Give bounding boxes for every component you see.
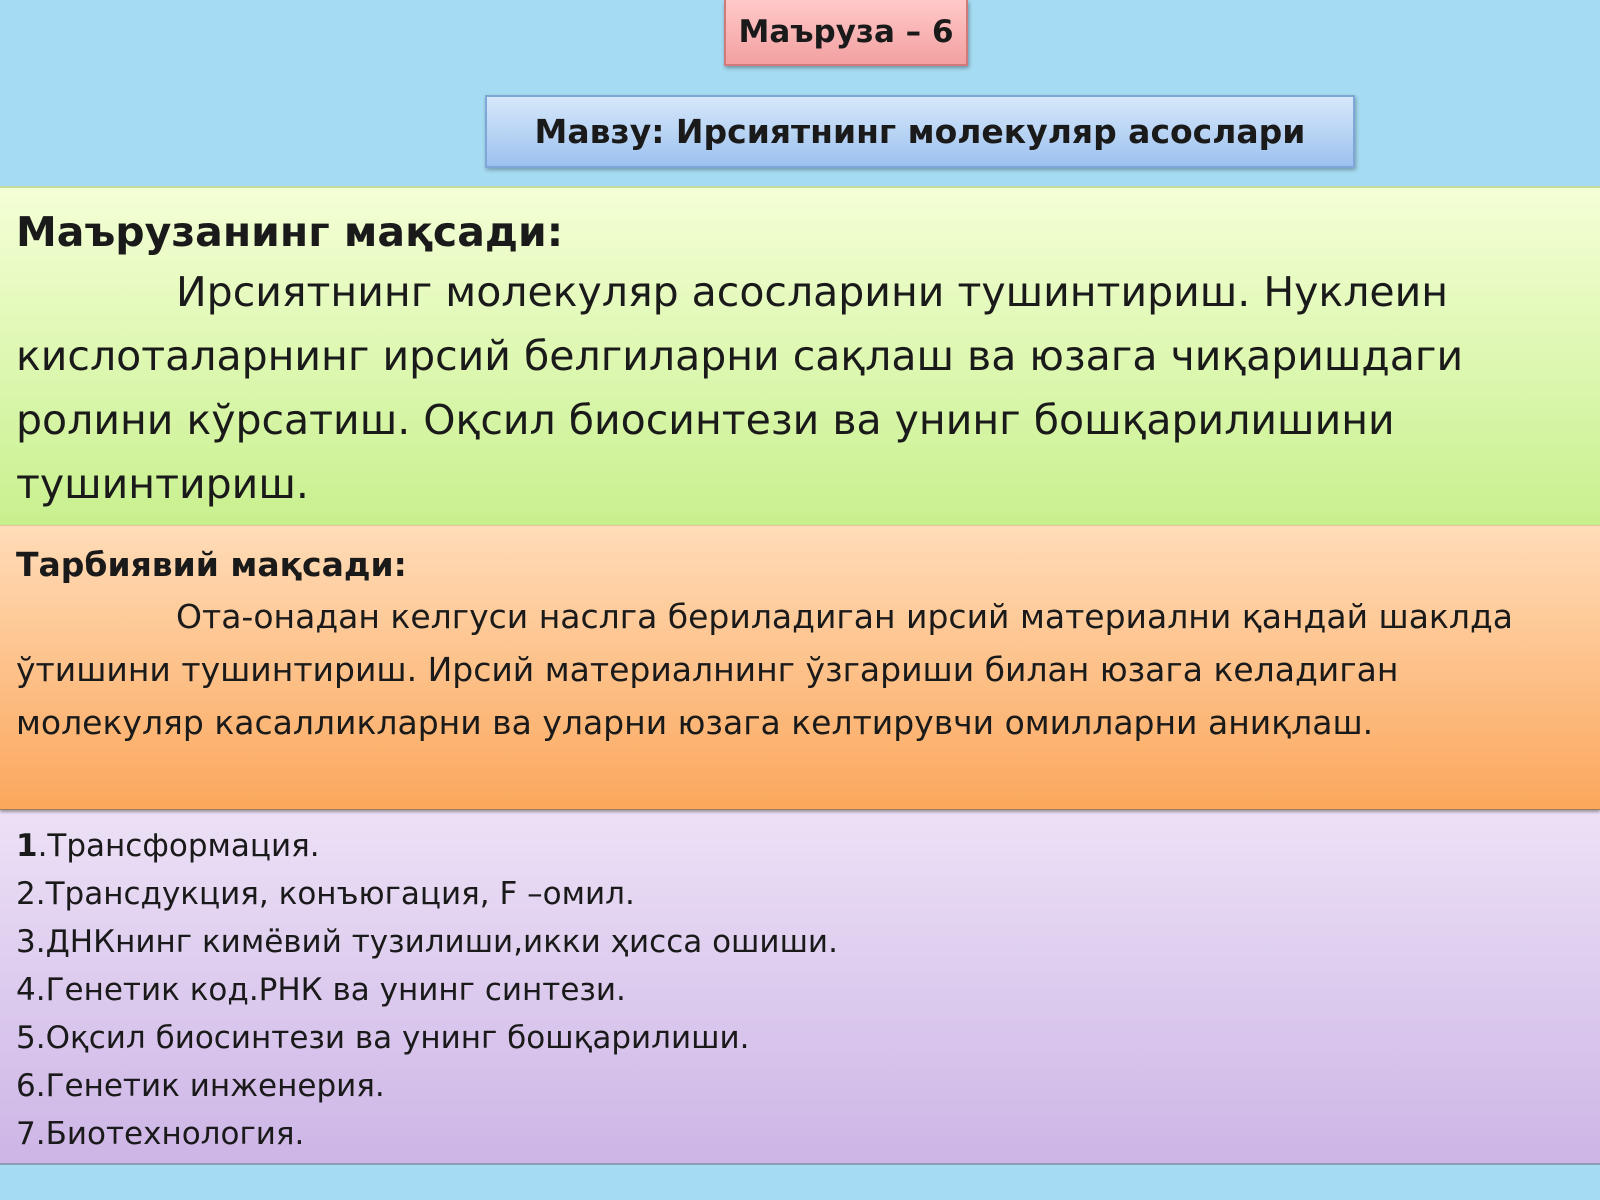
list-item-number: 6 <box>16 1068 36 1104</box>
educational-goal-box <box>0 525 1600 810</box>
educational-goal-text: Ота-онадан келгуси наслга бериладиган ирсий материални қандай шаклда ўтишини тушинтириш. Ирсий материалнинг ўзгариши билан юзага келадиган молекуляр касалликларни ва уларни юзага келтирувчи омилларни аниқлаш. <box>16 597 1513 742</box>
list-item-number: 3 <box>16 924 36 960</box>
list-item-text: .Трансформация. <box>37 828 320 864</box>
topics-list <box>16 822 1600 1158</box>
list-item <box>16 1110 1600 1158</box>
list-item <box>16 918 1600 966</box>
list-item <box>16 870 1600 918</box>
list-item <box>16 966 1600 1014</box>
list-item <box>16 1062 1600 1110</box>
list-item-text: .Оқсил биосинтези ва унинг бошқарилиши. <box>35 1020 750 1056</box>
list-item-number: 7 <box>16 1116 36 1152</box>
list-item-text: .Генетик инженерия. <box>35 1068 385 1104</box>
lecture-goal-box <box>0 186 1600 526</box>
list-item-number: 4 <box>16 972 36 1008</box>
list-item-text: .ДНКнинг кимёвий тузилиши,икки ҳисса ошиши. <box>35 924 838 960</box>
lecture-number-text: Маъруза – 6 <box>738 14 954 50</box>
lecture-topics-box <box>0 770 1600 1165</box>
list-item-number: 2 <box>16 876 36 912</box>
lecture-goal-text: Ирсиятнинг молекуляр асосларини тушинтириш. Нуклеин кислоталарнинг ирсий белгиларни сақлаш ва юзага чиқаришдаги ролини кўрсатиш. Оқсил биосинтези ва унинг бошқарилишини тушинтириш. <box>16 268 1464 508</box>
list-item-text: .Генетик код.РНК ва унинг синтези. <box>35 972 626 1008</box>
topic-title-box <box>485 95 1355 168</box>
list-item <box>16 822 1600 870</box>
list-item <box>16 1014 1600 1062</box>
lecture-goal-title: Маърузанинг мақсади: <box>16 208 564 256</box>
educational-goal-title: Тарбиявий мақсади: <box>16 545 407 584</box>
lecture-number-label <box>724 0 968 66</box>
list-item-number: 1 <box>16 828 38 864</box>
list-item-number: 5 <box>16 1020 36 1056</box>
topic-title: Мавзу: Ирсиятнинг молекуляр асослари <box>534 112 1306 151</box>
list-item-text: .Трансдукция, конъюгация, F –омил. <box>35 876 635 912</box>
list-item-text: .Биотехнология. <box>35 1116 305 1152</box>
